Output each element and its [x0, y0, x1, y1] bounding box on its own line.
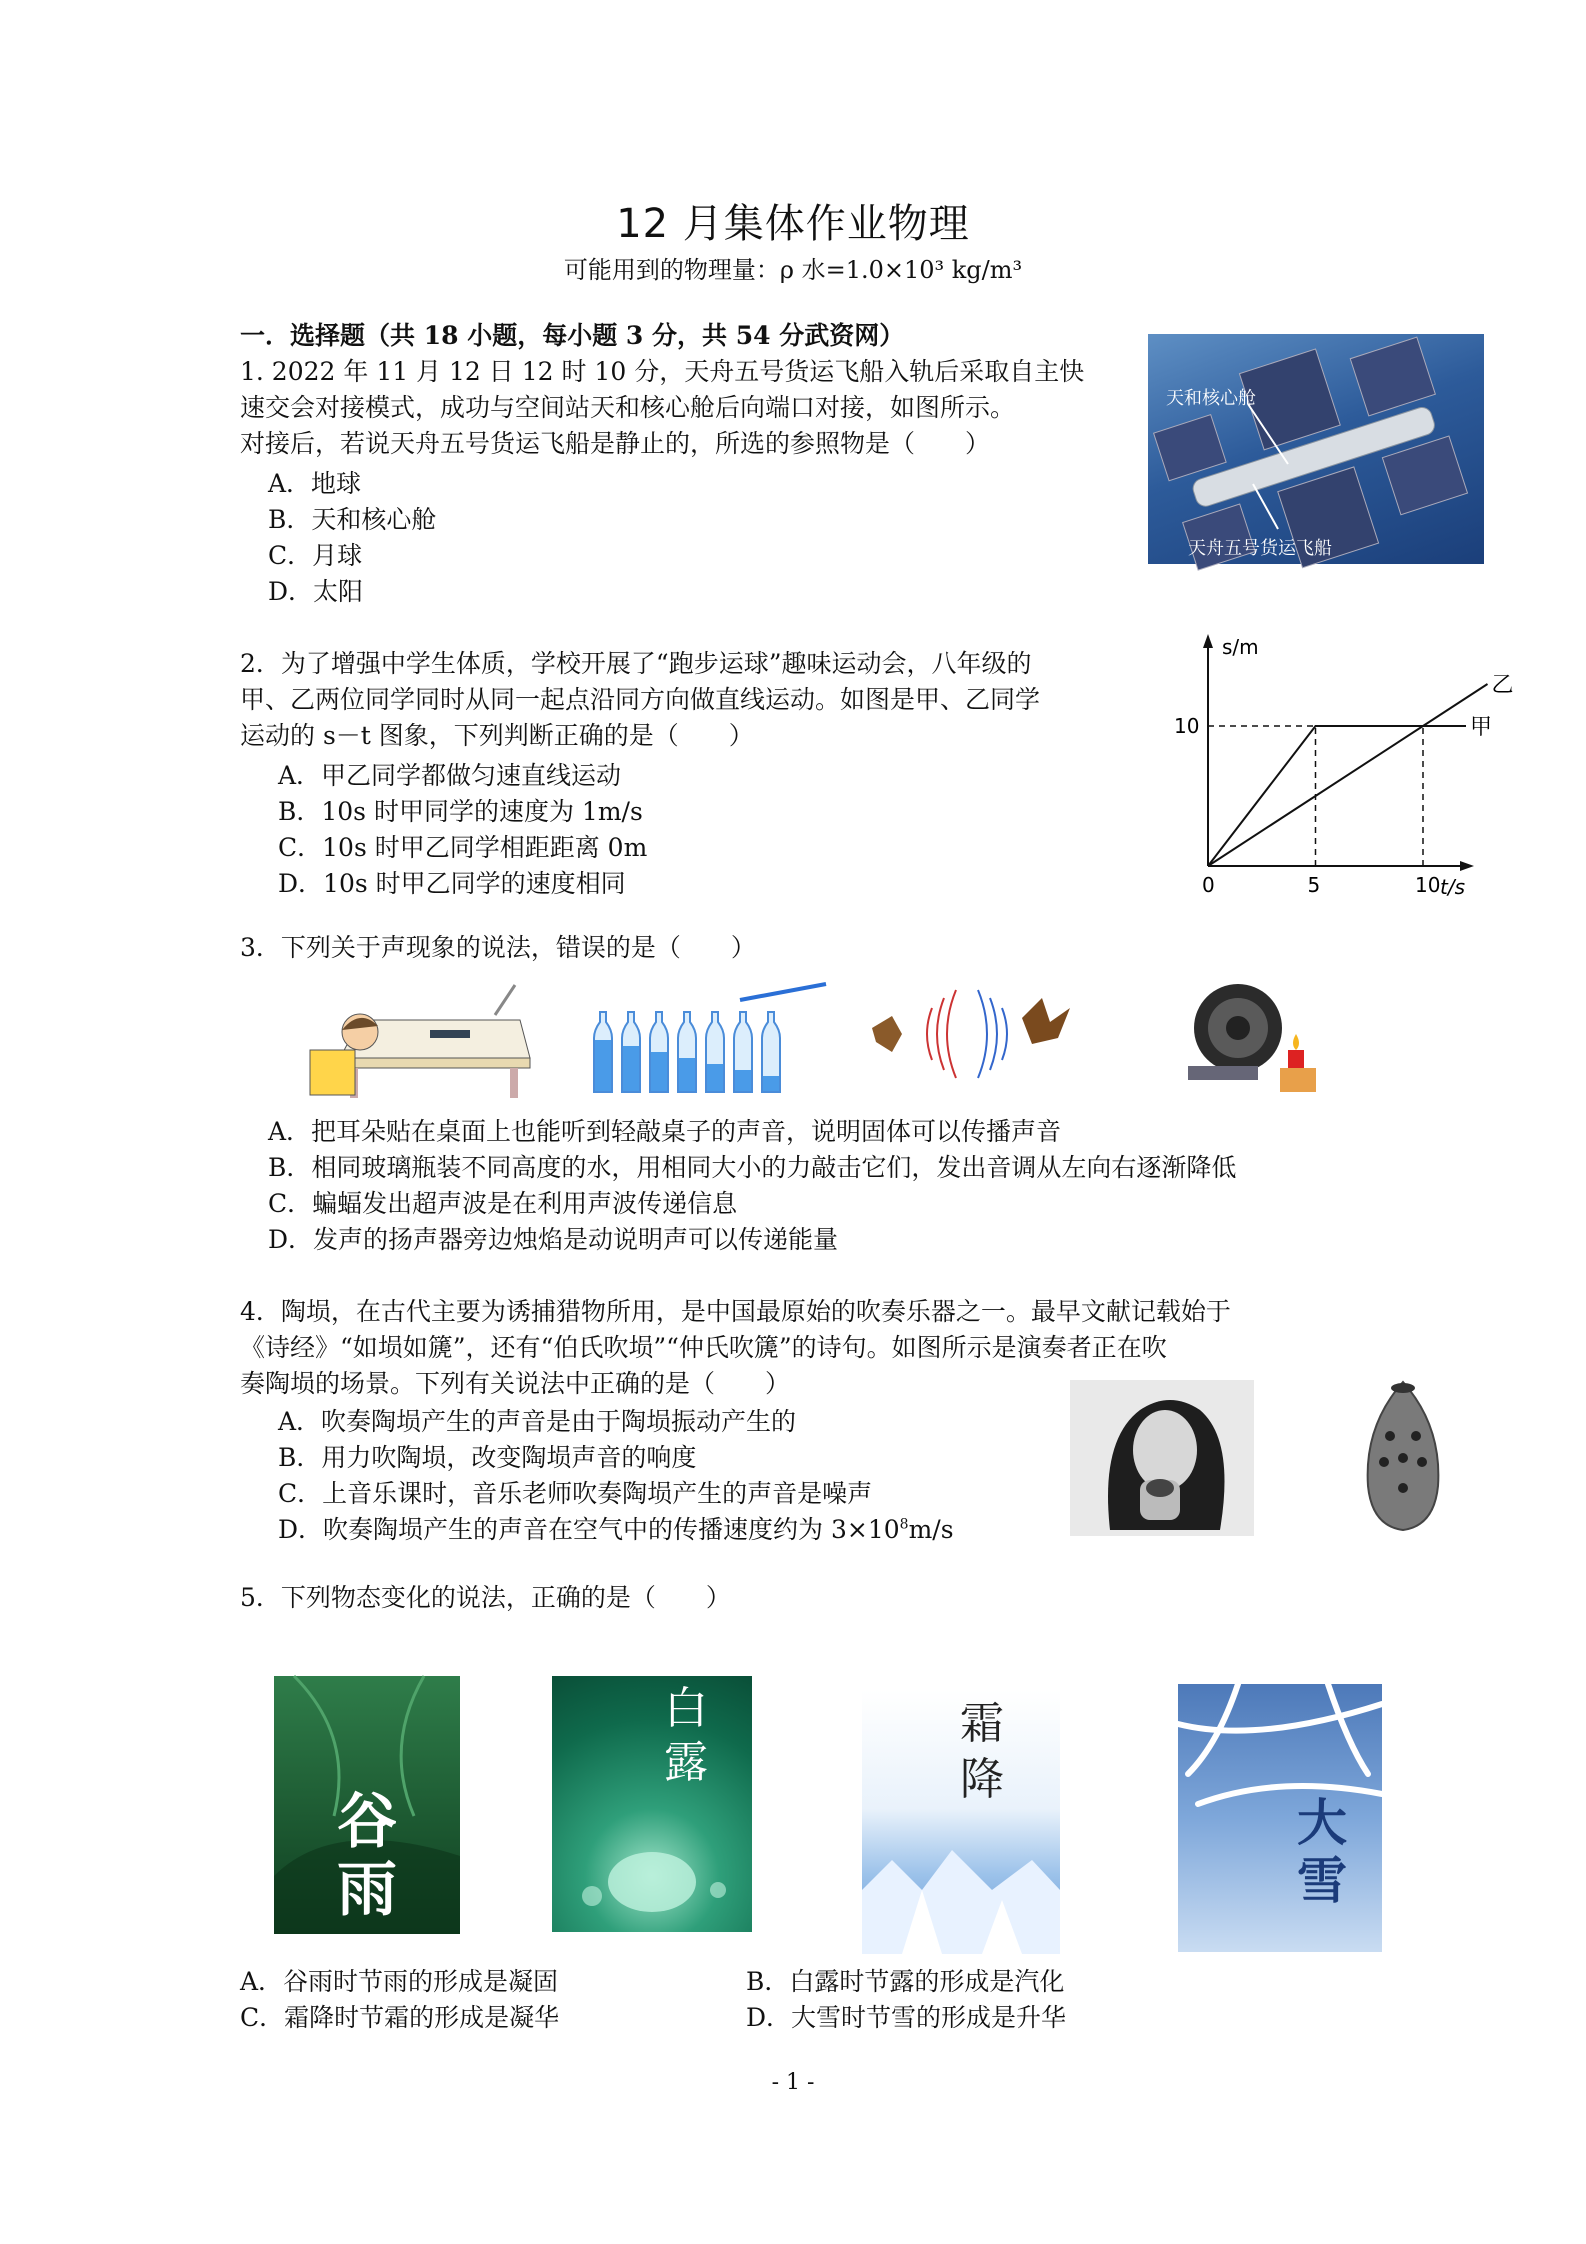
- q5-text-line: 5．下列物态变化的说法，正确的是（ ）: [240, 1583, 731, 1612]
- page-number: - 1 -: [771, 2070, 815, 2095]
- q1-text-line: 1. 2022 年 11 月 12 日 12 时 10 分，天舟五号货运飞船入轨后采取自主快: [240, 357, 1085, 386]
- q3-text-line: 3．下列关于声现象的说法，错误的是（ ）: [240, 933, 756, 962]
- q1-img-label-top: 天和核心舱: [1166, 388, 1256, 409]
- s-t-chart: [1160, 630, 1514, 900]
- space-station-drawing: [1148, 334, 1484, 564]
- q5-option-b: B．白露时节露的形成是汽化: [746, 1967, 1065, 1996]
- q2-option-c: C．10s 时甲乙同学相距距离 0m: [278, 833, 648, 862]
- poster-guyu: [274, 1676, 460, 1934]
- series-line-yi: [1208, 684, 1488, 866]
- q4-option-c: C．上音乐课时，音乐老师吹奏陶埙产生的声音是噪声: [278, 1479, 873, 1508]
- poster-shuangjiang: [862, 1690, 1060, 1954]
- q4-option-d-exponent: 8: [899, 1516, 909, 1533]
- poster-bailu: [552, 1676, 752, 1932]
- page-subtitle: 可能用到的物理量：ρ 水=1.0×10³ kg/m³: [563, 256, 1023, 284]
- q2-text-line: 2．为了增强中学生体质，学校开展了“跑步运球”趣味运动会，八年级的: [240, 649, 1032, 678]
- q4-option-b: B．用力吹陶埙，改变陶埙声音的响度: [278, 1443, 697, 1472]
- q4-option-d-unit: m/s: [908, 1515, 954, 1544]
- q2-option-a: A．甲乙同学都做匀速直线运动: [278, 761, 622, 790]
- q4-text-line: 4．陶埙，在古代主要为诱捕猎物所用，是中国最原始的吹奏乐器之一。最早文献记载始于: [240, 1297, 1231, 1326]
- x-tick-label: 5: [1307, 873, 1321, 897]
- q3-option-d: D．发声的扬声器旁边烛焰是动说明声可以传递能量: [268, 1225, 839, 1254]
- y-tick-label: 10: [1174, 714, 1200, 738]
- section-heading: 一．选择题（共 18 小题，每小题 3 分，共 54 分武资网）: [240, 321, 905, 350]
- xun-player-photo: [1070, 1380, 1254, 1536]
- water-bottles-illustration: [590, 982, 830, 1100]
- x-tick-label: 0: [1202, 873, 1215, 897]
- q4-option-a: A．吹奏陶埙产生的声音是由于陶埙振动产生的: [278, 1407, 797, 1436]
- x-tick-label: 10: [1415, 873, 1441, 897]
- q1-option-d: D．太阳: [268, 577, 364, 606]
- q4-text-line: 《诗经》“如埙如篪”，还有“伯氏吹埙”“仲氏吹篪”的诗句。如图所示是演奏者正在吹: [240, 1333, 1167, 1362]
- poster-guyu-text: 谷雨: [337, 1787, 397, 1925]
- x-axis-label: t/s: [1440, 875, 1465, 899]
- y-axis-arrow: [1203, 634, 1213, 648]
- q1-option-a: A．地球: [268, 469, 362, 498]
- series-label-yi: 乙: [1491, 673, 1514, 698]
- x-axis-arrow: [1460, 861, 1474, 871]
- y-axis-label: s/m: [1222, 635, 1259, 659]
- bat-ultrasound-illustration: [872, 978, 1072, 1090]
- q1-text-line: 速交会对接模式，成功与空间站天和核心舱后向端口对接，如图所示。: [240, 393, 1016, 422]
- ear-on-desk-illustration: [300, 980, 530, 1100]
- q1-img-label-bottom: 天舟五号货运飞船: [1188, 538, 1332, 559]
- q4-text-line: 奏陶埙的场景。下列有关说法中正确的是（ ）: [240, 1369, 791, 1398]
- series-line-jia: [1208, 726, 1466, 866]
- poster-daxue-text: 大雪: [1297, 1793, 1347, 1910]
- q2-option-b: B．10s 时甲同学的速度为 1m/s: [278, 797, 643, 826]
- q4-option-d-text: D．吹奏陶埙产生的声音在空气中的传播速度约为 3×10: [278, 1515, 900, 1544]
- series-label-jia: 甲: [1470, 715, 1493, 740]
- q3-option-c: C．蝙蝠发出超声波是在利用声波传递信息: [268, 1189, 738, 1218]
- xun-instrument-image: [1362, 1376, 1444, 1536]
- q3-option-b: B．相同玻璃瓶装不同高度的水，用相同大小的力敲击它们，发出音调从左向右逐渐降低: [268, 1153, 1237, 1182]
- q4-option-d: [278, 1510, 954, 1546]
- poster-bailu-decoration: [552, 1676, 752, 1932]
- q2-option-d: D．10s 时甲乙同学的速度相同: [278, 869, 626, 898]
- q5-option-a: A．谷雨时节雨的形成是凝固: [240, 1967, 559, 1996]
- q1-option-b: B．天和核心舱: [268, 505, 437, 534]
- q1-text-line: 对接后，若说天舟五号货运飞船是静止的，所选的参照物是（ ）: [240, 429, 991, 458]
- q2-text-line: 运动的 s－t 图象，下列判断正确的是（ ）: [240, 721, 754, 750]
- space-station-image: [1148, 334, 1484, 564]
- xun-player-drawing: [1070, 1380, 1254, 1536]
- speaker-candle-illustration: [1178, 978, 1318, 1098]
- poster-bailu-text: 白露: [664, 1683, 708, 1788]
- page-title: 12 月集体作业物理: [616, 201, 970, 247]
- q5-option-c: C．霜降时节霜的形成是凝华: [240, 2003, 560, 2032]
- q5-option-d: D．大雪时节雪的形成是升华: [746, 2003, 1067, 2032]
- poster-shuangjiang-text: 霜降: [960, 1698, 1004, 1805]
- q1-option-c: C．月球: [268, 541, 363, 570]
- poster-daxue: [1178, 1684, 1382, 1952]
- q2-text-line: 甲、乙两位同学同时从同一起点沿同方向做直线运动。如图是甲、乙同学: [240, 685, 1041, 714]
- q3-option-a: A．把耳朵贴在桌面上也能听到轻敲桌子的声音，说明固体可以传播声音: [268, 1117, 1062, 1146]
